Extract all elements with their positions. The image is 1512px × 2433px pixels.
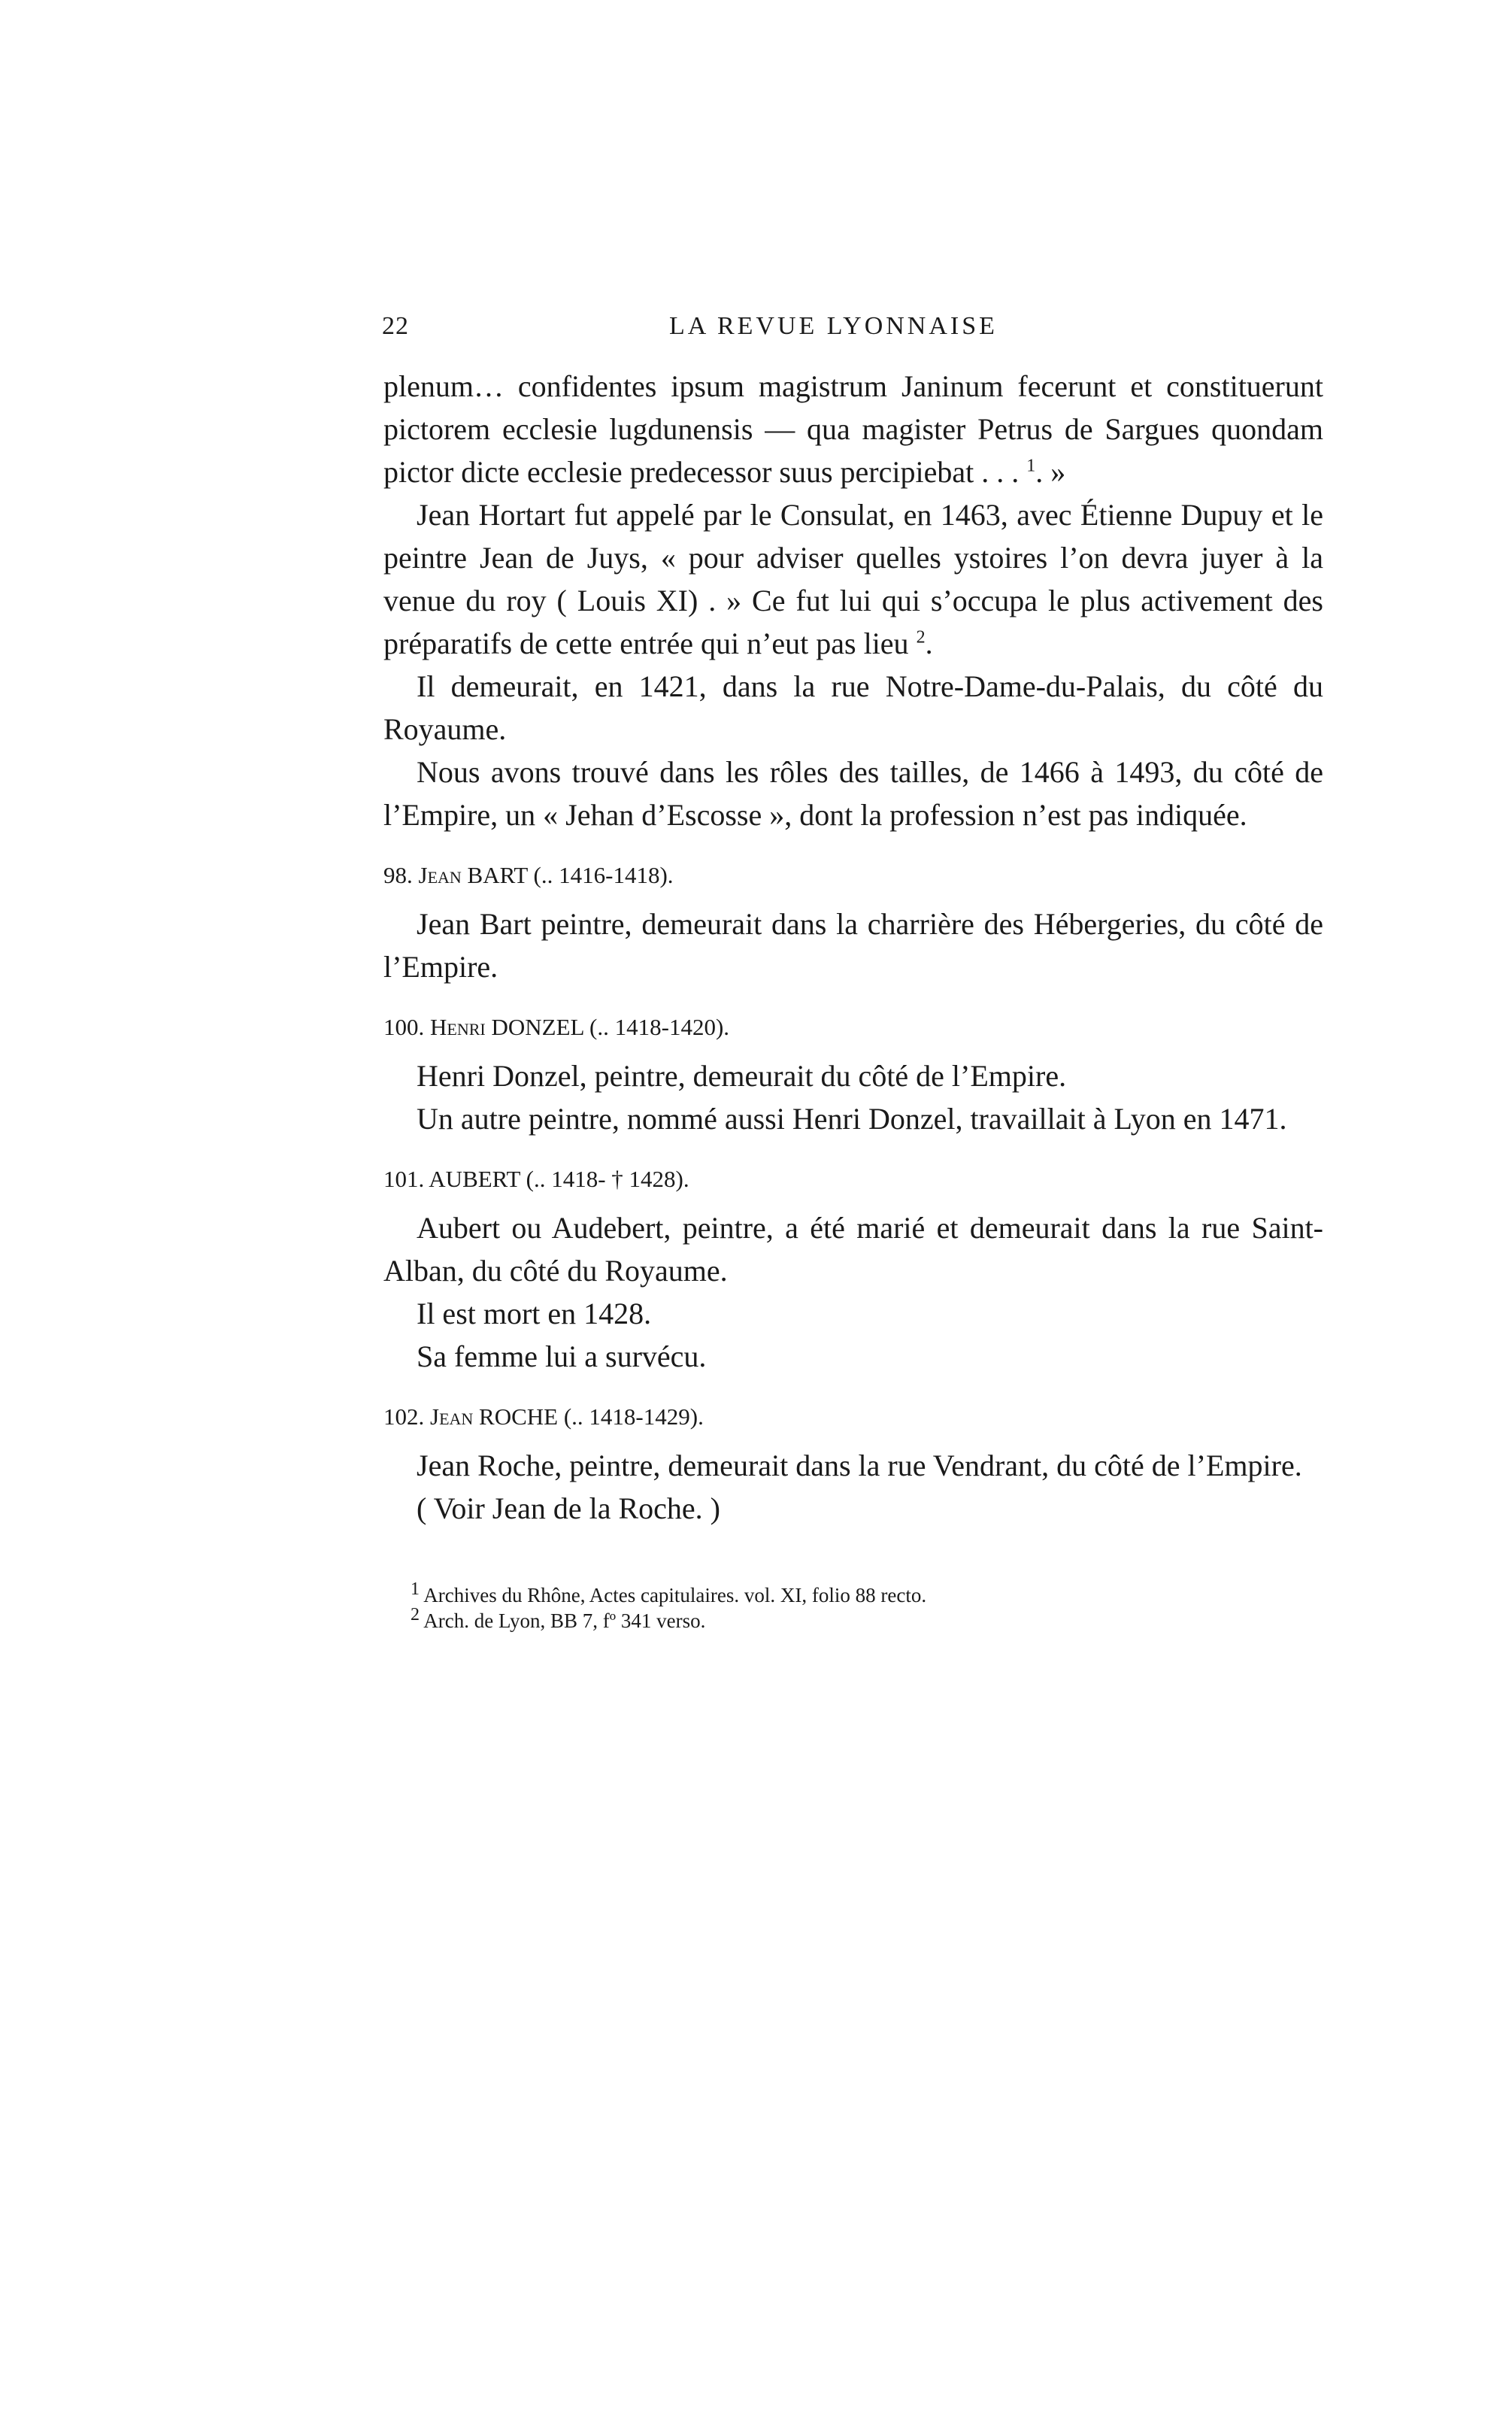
entry-100-paragraph-1: Henri Donzel, peintre, demeurait du côté de l’Empire.: [417, 1059, 1067, 1093]
intro-paragraph-1: plenum… confidentes ipsum magistrum Janinum fecerunt et constituerunt pictorem ecclesie lugdunensis — qua magister Petrus de Sargues quondam pictor dicte ecclesie predecessor suus percipiebat . . . $^1$. »: [383, 369, 1323, 489]
footnote-2: $^2$ Arch. de Lyon, BB 7, fº 341 verso.: [411, 1605, 706, 1632]
entry-heading-102: 102. Jean ROCHE (.. 1418-1429).: [383, 1403, 704, 1430]
entry-98-paragraph: Jean Bart peintre, demeurait dans la charrière des Hébergeries, du côté de l’Empire.: [383, 907, 1323, 984]
running-title: LA REVUE LYONNAISE: [669, 312, 998, 340]
entry-101-paragraph-3: Sa femme lui a survécu.: [417, 1339, 707, 1373]
intro-paragraph-4: Nous avons trouvé dans les rôles des tailles, de 1466 à 1493, du côté de l’Empire, un « Jehan d’Escosse », dont la profession n’est pas indiquée.: [383, 755, 1323, 832]
entry-102-paragraph-1: Jean Roche, peintre, demeurait dans la rue Vendrant, du côté de l’Empire.: [417, 1449, 1302, 1482]
intro-paragraph-2: Jean Hortart fut appelé par le Consulat, en 1463, avec Étienne Dupuy et le peintre Jean de Juys, « pour adviser quelles ystoires l’on devra juyer à la venue du roy ( Louis XI) . » Ce fut lui qui s’occupa le plus activement des préparatifs de cette entrée qui n’eut pas lieu $^2$.: [383, 498, 1323, 660]
footnote-ref-1[interactable]: 1: [1026, 456, 1036, 476]
entry-heading-100: 100. Henri DONZEL (.. 1418-1420).: [383, 1014, 730, 1040]
footnote-ref-2[interactable]: 2: [916, 627, 926, 648]
page-number: 22: [382, 312, 409, 340]
entry-100-paragraph-2: Un autre peintre, nommé aussi Henri Donzel, travaillait à Lyon en 1471.: [417, 1102, 1287, 1136]
entry-heading-98: 98. Jean BART (.. 1416-1418).: [383, 862, 674, 888]
footnotes: [383, 1579, 1323, 1634]
running-header: [383, 312, 1323, 350]
document-page: [383, 312, 1323, 1634]
entry-101-paragraph-1: Aubert ou Audebert, peintre, a été marié et demeurait dans la rue Saint-Alban, du côté du Royaume.: [383, 1211, 1323, 1288]
footnote-1: $^1$ Archives du Rhône, Actes capitulaires. vol. XI, folio 88 recto.: [411, 1579, 927, 1606]
entry-101-paragraph-2: Il est mort en 1428.: [417, 1297, 652, 1330]
entry-heading-101: 101. AUBERT (.. 1418- † 1428).: [383, 1166, 689, 1192]
entry-102-paragraph-2: ( Voir Jean de la Roche. ): [417, 1491, 720, 1525]
intro-paragraph-3: Il demeurait, en 1421, dans la rue Notre-Dame-du-Palais, du côté du Royaume.: [383, 669, 1323, 746]
